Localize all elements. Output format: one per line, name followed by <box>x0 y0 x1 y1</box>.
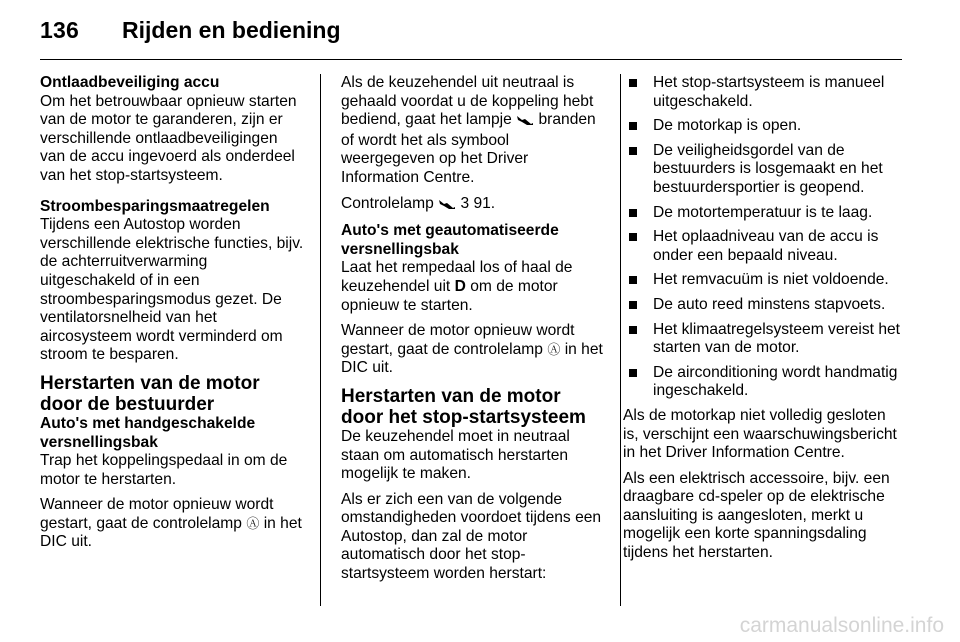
list-item: De motortemperatuur is te laag. <box>623 204 905 223</box>
neutral-post: branden of wordt het als symbool weergegeven op het Driver Information Centre. <box>341 111 596 186</box>
manual-restart-pre: Wanneer de motor opnieuw wordt gestart, gaat de controlelamp <box>40 496 274 532</box>
bullet-square-icon <box>629 369 637 377</box>
auto-text-pre: Laat het rempedaal los of haal de keuzehendel uit <box>341 259 573 295</box>
list-item: De motorkap is open. <box>623 117 905 136</box>
power-text: Tijdens een Autostop worden verschillende elektrische functies, bijv. de achterruitverwarming uitgeschakeld of in een stroombesparingsmodus gezet. De ventilatorsnelheid van het aircosysteem wordt verminderd om stroom te besparen. <box>40 216 304 364</box>
column-1 <box>40 74 306 559</box>
lamp-label: Controlelamp <box>341 194 434 212</box>
list-item: Het klimaatregelsysteem vereist het starten van de motor. <box>623 321 905 358</box>
page-number: 136 <box>40 17 79 43</box>
neutral-text <box>341 74 607 188</box>
auto-restart-pre: Wanneer de motor opnieuw wordt gestart, gaat de controlelamp <box>341 322 575 358</box>
bullet-square-icon <box>629 147 637 155</box>
bullet-square-icon <box>629 276 637 284</box>
bullet-square-icon <box>629 326 637 334</box>
lamp-page-ref: 3 91. <box>460 194 496 212</box>
bullet-square-icon <box>629 79 637 87</box>
bullet-square-icon <box>629 233 637 241</box>
list-item: Het oplaadniveau van de accu is onder een bepaald niveau. <box>623 228 905 265</box>
manual-heading: Auto's met handgeschakelde versnellingsbak <box>40 414 256 451</box>
car-lamp-icon <box>438 197 456 216</box>
chapter-title: Rijden en bediening <box>122 17 341 43</box>
restart-system-heading: Herstarten van de motor door het stop-startsysteem <box>341 385 586 428</box>
auto-heading: Auto's met geautomatiseerde versnellingsbak <box>341 222 559 258</box>
bullet-square-icon <box>629 209 637 217</box>
list-item: De airconditioning wordt handmatig ingeschakeld. <box>623 364 905 401</box>
column-3 <box>623 74 905 570</box>
bullet-square-icon <box>629 301 637 309</box>
restart-driver-heading: Herstarten van de motor door de bestuurder <box>40 372 260 415</box>
autostop-a-icon: Ⓐ <box>246 515 260 531</box>
accessory-text: Als een elektrisch accessoire, bijv. een draagbare cd-speler op de elektrische aansluiting is aangesloten, merkt u mogelijk een korte spanningsdaling tijdens het herstarten. <box>623 469 890 562</box>
list-item: De auto reed minstens stapvoets. <box>623 296 905 315</box>
hood-warning-text: Als de motorkap niet volledig gesloten is, verschijnt een waarschuwingsbericht in het Driver Information Centre. <box>623 406 897 462</box>
bullet-square-icon <box>629 122 637 130</box>
autostop-a-icon: Ⓐ <box>547 341 561 357</box>
neutral-pre: Als de keuzehendel uit neutraal is gehaald voordat u de koppeling hebt bediend, gaat het lampje <box>341 74 594 129</box>
watermark: carmanualsonline.info <box>739 614 944 637</box>
list-item: Het remvacuüm is niet voldoende. <box>623 271 905 290</box>
battery-heading: Ontlaadbeveiliging accu <box>40 74 220 91</box>
list-item: De veiligheidsgordel van de bestuurders is losgemaakt en het bestuurdersportier is geopend. <box>623 142 905 198</box>
gear-d-label: D <box>454 277 466 295</box>
header-divider <box>40 59 902 60</box>
manual-restart-text <box>40 496 306 552</box>
column-2 <box>341 74 607 591</box>
column-divider-2 <box>620 74 621 606</box>
system-text-1: De keuzehendel moet in neutraal staan om automatisch herstarten mogelijk te maken. <box>341 427 570 483</box>
auto-text-post: om de motor opnieuw te starten. <box>341 277 558 314</box>
page-header <box>40 17 920 57</box>
column-divider-1 <box>320 74 321 606</box>
power-heading: Stroombesparingsmaatregelen <box>40 197 270 215</box>
system-text-2: Als er zich een van de volgende omstandigheden voordoet tijdens een Autostop, dan zal de motor automatisch door het stop-startsysteem worden herstart: <box>341 490 602 583</box>
manual-restart-post: in het DIC uit. <box>40 514 302 551</box>
car-lamp-icon <box>516 113 534 132</box>
restart-conditions-list <box>623 74 905 401</box>
lamp-reference <box>341 195 607 216</box>
auto-text <box>341 259 607 315</box>
list-item: Het stop-startsysteem is manueel uitgeschakeld. <box>623 74 905 111</box>
auto-restart-text <box>341 322 607 378</box>
battery-text: Om het betrouwbaar opnieuw starten van de motor te garanderen, zijn er verschillende ontlaadbeveiligingen van de accu ingevoerd als onderdeel van het stop-startsysteem. <box>40 92 297 184</box>
auto-restart-post: in het DIC uit. <box>341 340 603 377</box>
manual-text: Trap het koppelingspedaal in om de motor te herstarten. <box>40 452 288 488</box>
